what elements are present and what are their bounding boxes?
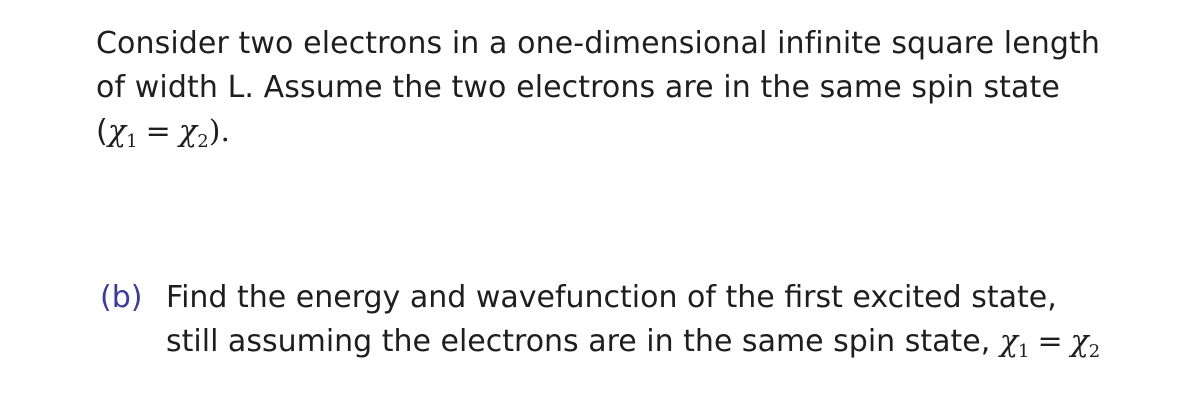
chi-2-symbol: χ [178, 114, 198, 149]
part-b-body [166, 276, 1156, 364]
chi-2-subscript: 2 [197, 131, 209, 152]
problem-intro [96, 22, 1106, 154]
part-b-chi-2-subscript: 2 [1088, 341, 1101, 362]
part-b-equals-sign: = [1037, 324, 1063, 359]
part-b-line-2 [166, 320, 1156, 364]
part-b-chi-1-subscript: 1 [1018, 341, 1030, 362]
part-b-line-1: Find the energy and wavefunction of the first excited state, [166, 280, 1057, 315]
part-b-chi-1-symbol: χ [999, 324, 1018, 359]
open-paren: ( [96, 114, 108, 149]
close-paren-period: ). [208, 114, 231, 149]
chi-1-symbol: χ [107, 114, 127, 149]
intro-line-2: of width L. Assume the two electrons are in the same spin state [96, 70, 1060, 105]
equals-sign: = [145, 114, 171, 149]
chi-1-subscript: 1 [126, 131, 138, 152]
part-b-label: (b) [100, 280, 143, 315]
intro-line-1: Consider two electrons in a one-dimensional infinite square length [96, 26, 1100, 61]
part-b-chi-2-symbol: χ [1070, 324, 1089, 359]
part-b-line-2-text: still assuming the electrons are in the same spin state, [166, 324, 991, 359]
part-b-spin-condition [990, 324, 1101, 362]
spin-condition [96, 110, 1106, 154]
